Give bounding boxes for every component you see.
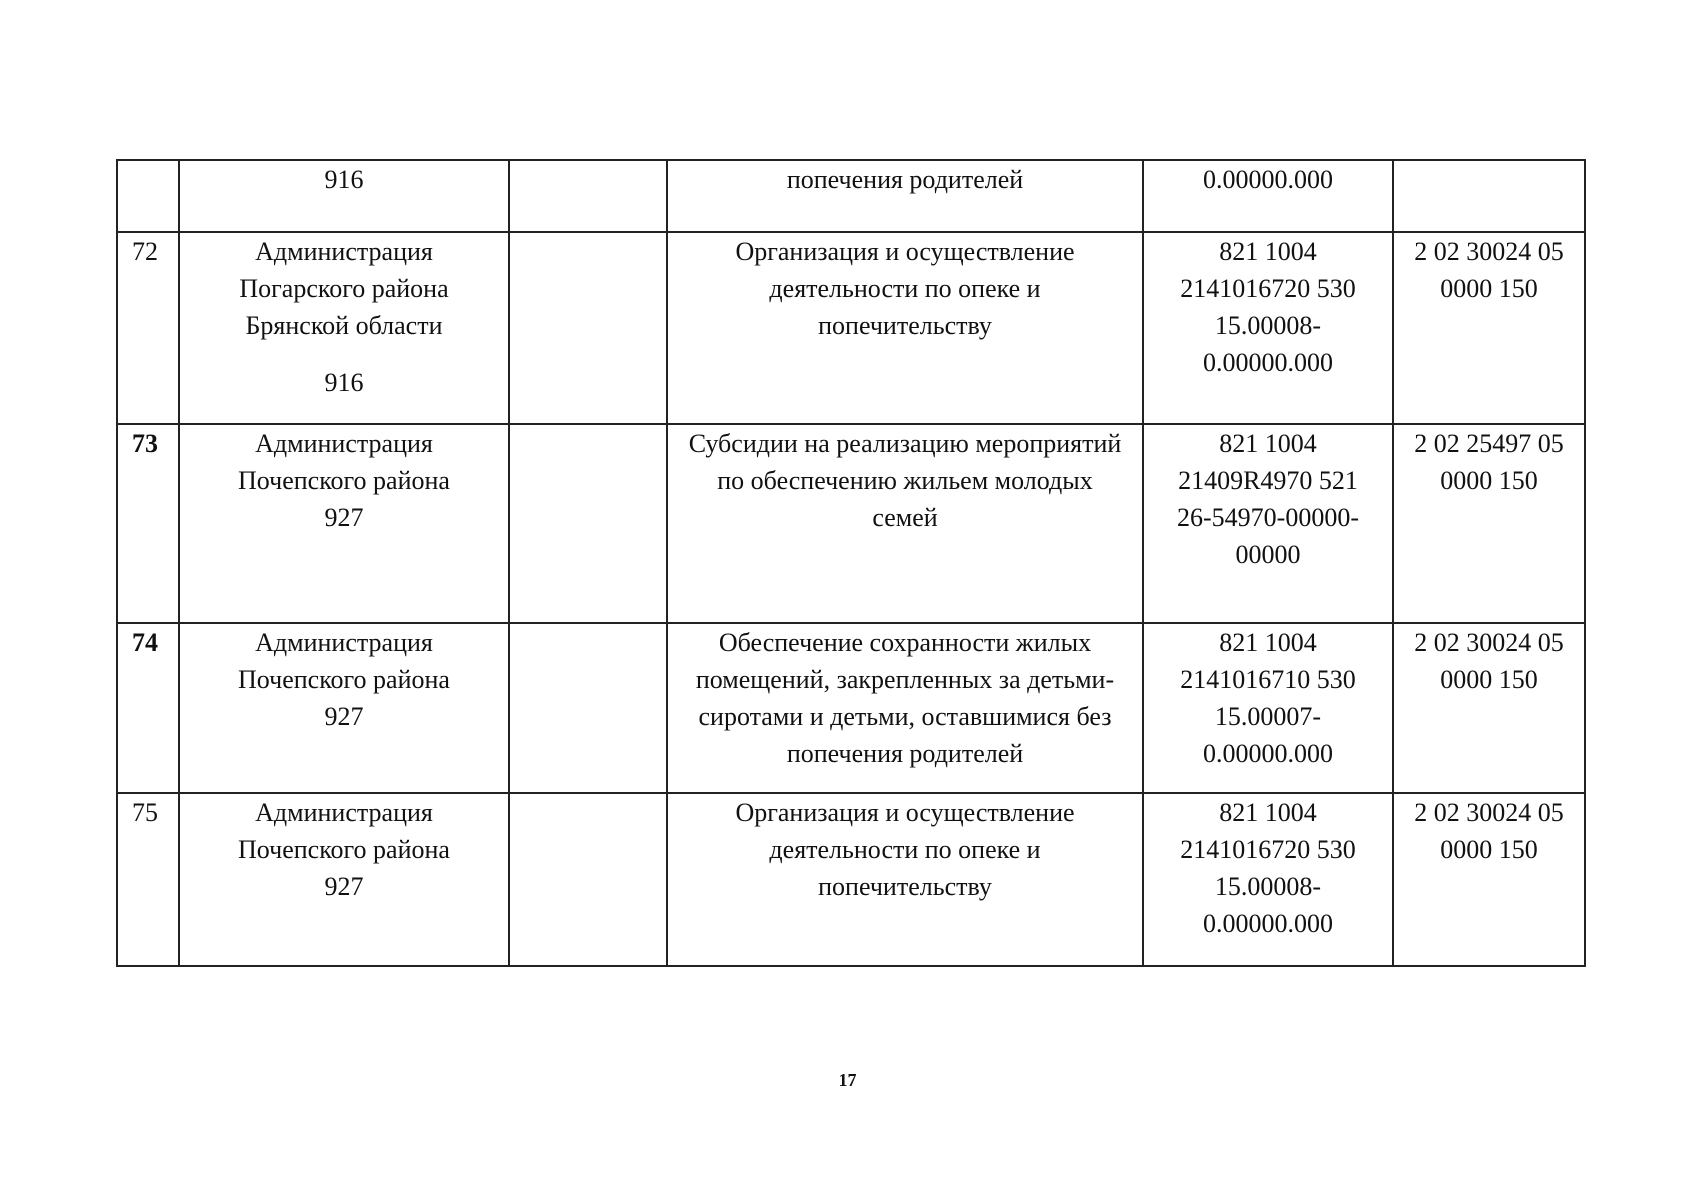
- purpose-cell: Организация и осуществление деятельности по опеке и попечительству: [667, 232, 1143, 424]
- purpose-cell: Организация и осуществление деятельности по опеке и попечительству: [667, 793, 1143, 966]
- table-row: [117, 160, 1585, 232]
- recipient-cell: Администрация Почепского района 927: [179, 793, 509, 966]
- kbk-cell: 2 02 30024 05 0000 150: [1393, 232, 1585, 424]
- purpose-cell: попечения родителей: [667, 160, 1143, 232]
- table-row: [117, 424, 1585, 623]
- row-number-cell: [117, 160, 179, 232]
- recipient-code: 916: [324, 165, 364, 194]
- row-number-cell: 74: [117, 623, 179, 793]
- empty-cell: [509, 793, 667, 966]
- page-number: 17: [838, 1070, 857, 1090]
- table-row: [117, 232, 1585, 424]
- table-row: [117, 793, 1585, 966]
- recipient-cell: Администрация Погарского района Брянской области 916: [179, 232, 509, 424]
- recipient-code: 927: [324, 872, 364, 901]
- empty-cell: [509, 232, 667, 424]
- kbk-cell: 2 02 30024 05 0000 150: [1393, 623, 1585, 793]
- row-number-cell: 73: [117, 424, 179, 623]
- row-number-cell: 75: [117, 793, 179, 966]
- empty-cell: [509, 424, 667, 623]
- code-cell: 821 1004 21409R4970 521 26-54970-00000- 00000: [1143, 424, 1393, 623]
- recipient-cell: Администрация Почепского района 927: [179, 623, 509, 793]
- code-cell: 0.00000.000: [1143, 160, 1393, 232]
- recipient-cell: [179, 160, 509, 232]
- empty-cell: [509, 160, 667, 232]
- recipient-cell: Администрация Почепского района 927: [179, 424, 509, 623]
- subsidy-table: [116, 159, 1586, 967]
- empty-cell: [509, 623, 667, 793]
- code-cell: 821 1004 2141016720 530 15.00008- 0.00000.000: [1143, 232, 1393, 424]
- row-number-cell: 72: [117, 232, 179, 424]
- recipient-code: 927: [324, 702, 364, 731]
- purpose-cell: Субсидии на реализацию мероприятий по обеспечению жильем молодых семей: [667, 424, 1143, 623]
- recipient-code: 916: [324, 368, 364, 397]
- purpose-cell: Обеспечение сохранности жилых помещений, закрепленных за детьми- сиротами и детьми, оставшимися без попечения родителей: [667, 623, 1143, 793]
- kbk-cell: 2 02 30024 05 0000 150: [1393, 793, 1585, 966]
- code-cell: 821 1004 2141016720 530 15.00008- 0.00000.000: [1143, 793, 1393, 966]
- kbk-cell: [1393, 160, 1585, 232]
- table-row: [117, 623, 1585, 793]
- kbk-cell: 2 02 25497 05 0000 150: [1393, 424, 1585, 623]
- recipient-code: 927: [324, 503, 364, 532]
- code-cell: 821 1004 2141016710 530 15.00007- 0.00000.000: [1143, 623, 1393, 793]
